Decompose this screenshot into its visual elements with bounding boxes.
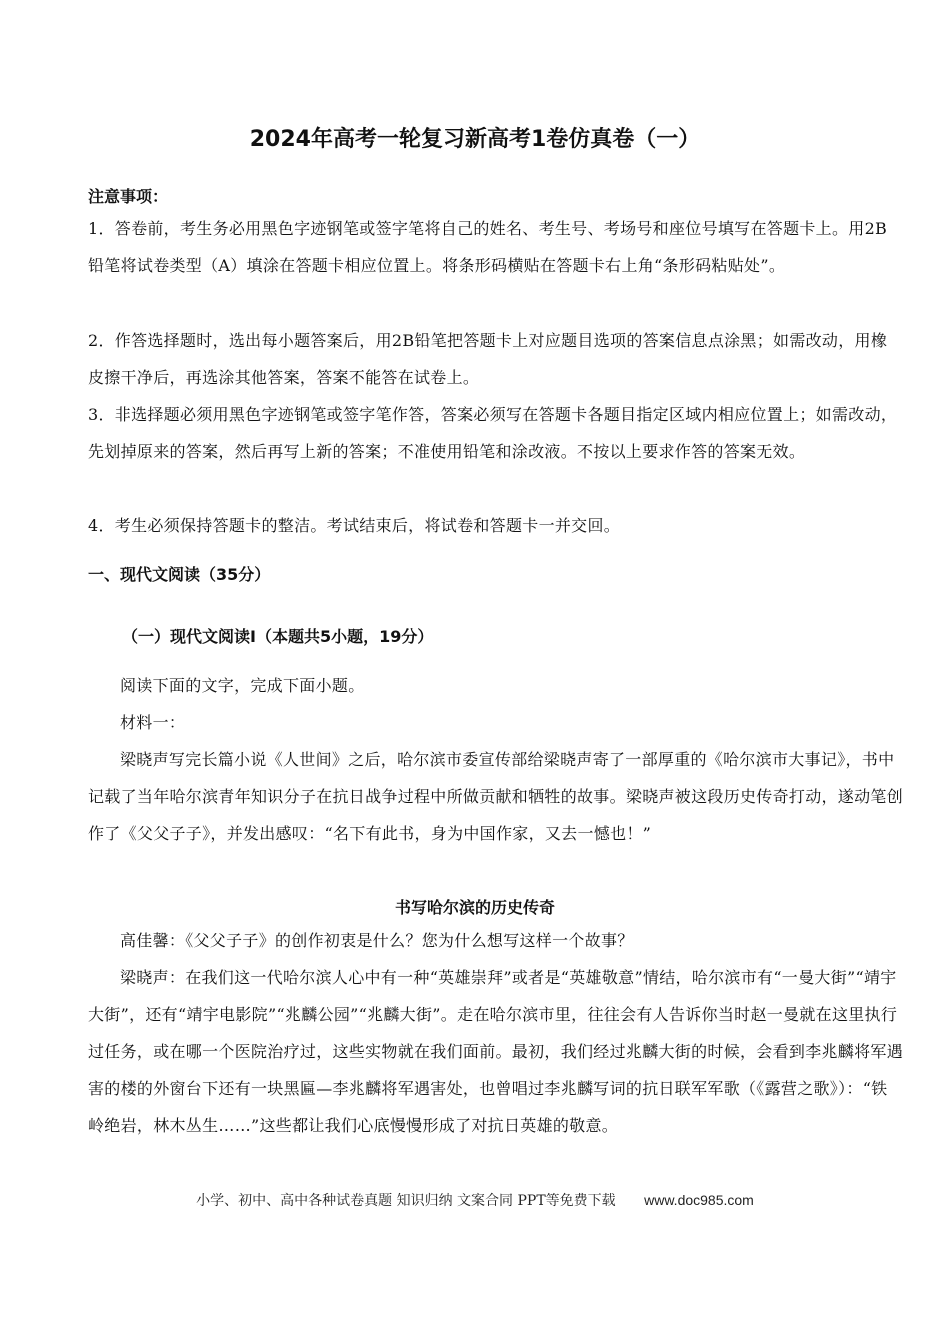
notice-item-2: 2．作答选择题时，选出每小题答案后，用2B铅笔把答题卡上对应题目选项的答案信息点涂黑；如需改动，用橡皮擦干净后，再选涂其他答案，答案不能答在试卷上。 [88,331,888,387]
interview-question: 高佳馨：《父父子子》的创作初衷是什么？您为什么想写这样一个故事？ [120,931,634,950]
interview-answer: 梁晓声：在我们这一代哈尔滨人心中有一种“英雄崇拜”或者是“英雄敬意”情结，哈尔滨市有“一曼大街”“靖宇大街”，还有“靖宇电影院”“兆麟公园”“兆麟大街”。走在哈尔滨市里，往往会有人告诉你当时赵一曼就在这里执行过任务，或在哪一个医院治疗过，这些实物就在我们面前。最初，我们经过兆麟大街的时候，会看到李兆麟将军遇害的楼的外窗台下还有一块黑匾—李兆麟将军遇害处，也曾唱过李兆麟写词的抗日联军军歌（《露营之歌》）：“铁岭绝岩，林木丛生……”这些都让我们心底慢慢形成了对抗日英雄的敬意。 [88,968,904,1135]
notice-item-3: 3．非选择题必须用黑色字迹钢笔或签字笔作答，答案必须写在答题卡各题目指定区域内相应位置上；如需改动，先划掉原来的答案，然后再写上新的答案；不准使用铅笔和涂改液。不按以上要求作答的答案无效。 [88,405,898,461]
footer-link[interactable]: www.doc985.com [644,1192,754,1208]
notice-item-1: 1．答卷前，考生务必用黑色字迹钢笔或签字笔将自己的姓名、考生号、考场号和座位号填写在答题卡上。用2B铅笔将试卷类型（A）填涂在答题卡相应位置上。将条形码横贴在答题卡右上角“条形码粘贴处”。 [88,219,888,275]
notice-item-4: 4．考生必须保持答题卡的整洁。考试结束后，将试卷和答题卡一并交回。 [88,516,621,535]
sub-section-heading: （一）现代文阅读Ⅰ（本题共5小题，19分） [122,627,434,646]
material-label: 材料一： [120,713,186,732]
footer-text: 小学、初中、高中各种试卷真题 知识归纳 文案合同 PPT等免费下载 [196,1193,616,1209]
page-footer [0,1190,950,1210]
article-title: 书写哈尔滨的历史传奇 [394,898,555,917]
section-heading: 一、现代文阅读（35分） [88,565,271,584]
material-intro: 梁晓声写完长篇小说《人世间》之后，哈尔滨市委宣传部给梁晓声寄了一部厚重的《哈尔滨市大事记》，书中记载了当年哈尔滨青年知识分子在抗日战争过程中所做贡献和牺牲的故事。梁晓声被这段历史传奇打动，遂动笔创作了《父父子子》，并发出感叹：“名下有此书，身为中国作家，又去一憾也！” [88,750,904,843]
notice-heading: 注意事项： [88,187,169,206]
reading-instruction: 阅读下面的文字，完成下面小题。 [120,676,365,695]
exam-title: 2024年高考一轮复习新高考1卷仿真卷（一） [249,127,701,152]
